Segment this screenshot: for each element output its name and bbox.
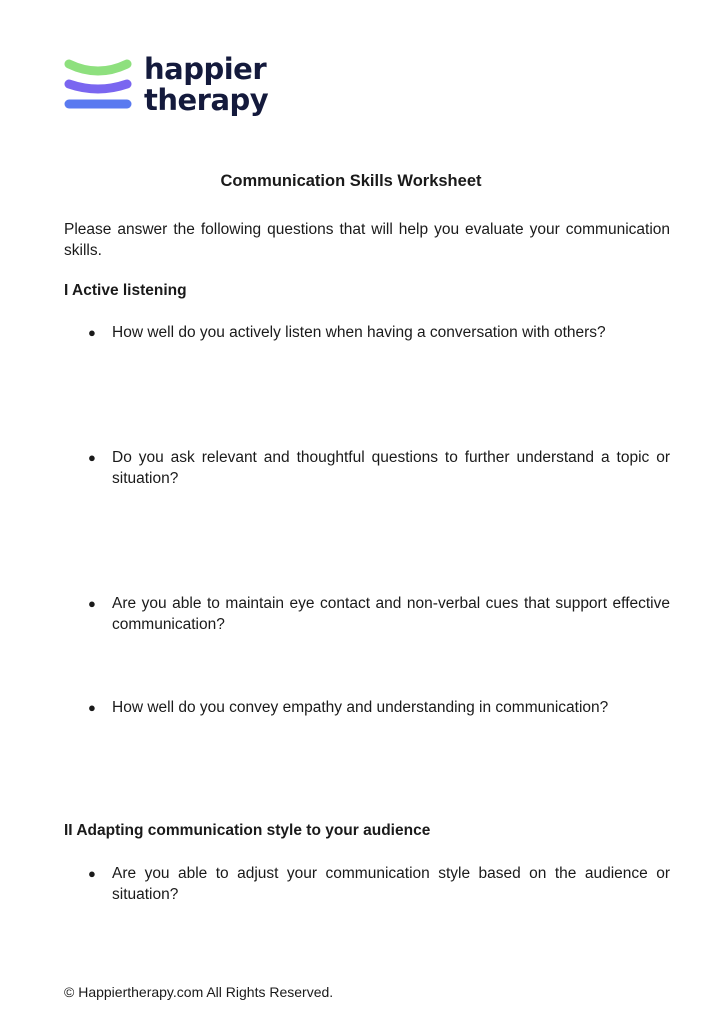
page-title: Communication Skills Worksheet [220, 172, 482, 190]
section-heading-adapting-style: II Adapting communication style to your audience [64, 822, 431, 839]
question-item [88, 697, 670, 718]
brand-logo [64, 54, 284, 118]
question-item [88, 322, 670, 343]
intro-text: Please answer the following questions that will help you evaluate your communication skills. [64, 221, 670, 259]
section-heading-active-listening: I Active listening [64, 282, 187, 299]
logo-mark-icon [64, 54, 132, 114]
question-item [88, 863, 670, 905]
brand-line-2: therapy [144, 83, 269, 117]
bullet-icon: ● [88, 596, 96, 611]
bullet-icon: ● [88, 325, 96, 340]
brand-wordmark [144, 54, 268, 116]
footer-copyright: © Happiertherapy.com All Rights Reserved. [64, 984, 334, 1000]
brand-line-1: happier [144, 52, 267, 86]
question-text: How well do you convey empathy and understanding in communication? [112, 699, 609, 716]
question-text: How well do you actively listen when having a conversation with others? [112, 324, 606, 341]
question-text: Are you able to adjust your communication style based on the audience or situation? [112, 865, 670, 903]
question-item [88, 447, 670, 489]
bullet-icon: ● [88, 866, 96, 881]
bullet-icon: ● [88, 700, 96, 715]
question-item [88, 593, 670, 635]
question-text: Do you ask relevant and thoughtful questions to further understand a topic or situation? [112, 449, 670, 487]
question-text: Are you able to maintain eye contact and non-verbal cues that support effective communication? [112, 595, 670, 633]
bullet-icon: ● [88, 450, 96, 465]
